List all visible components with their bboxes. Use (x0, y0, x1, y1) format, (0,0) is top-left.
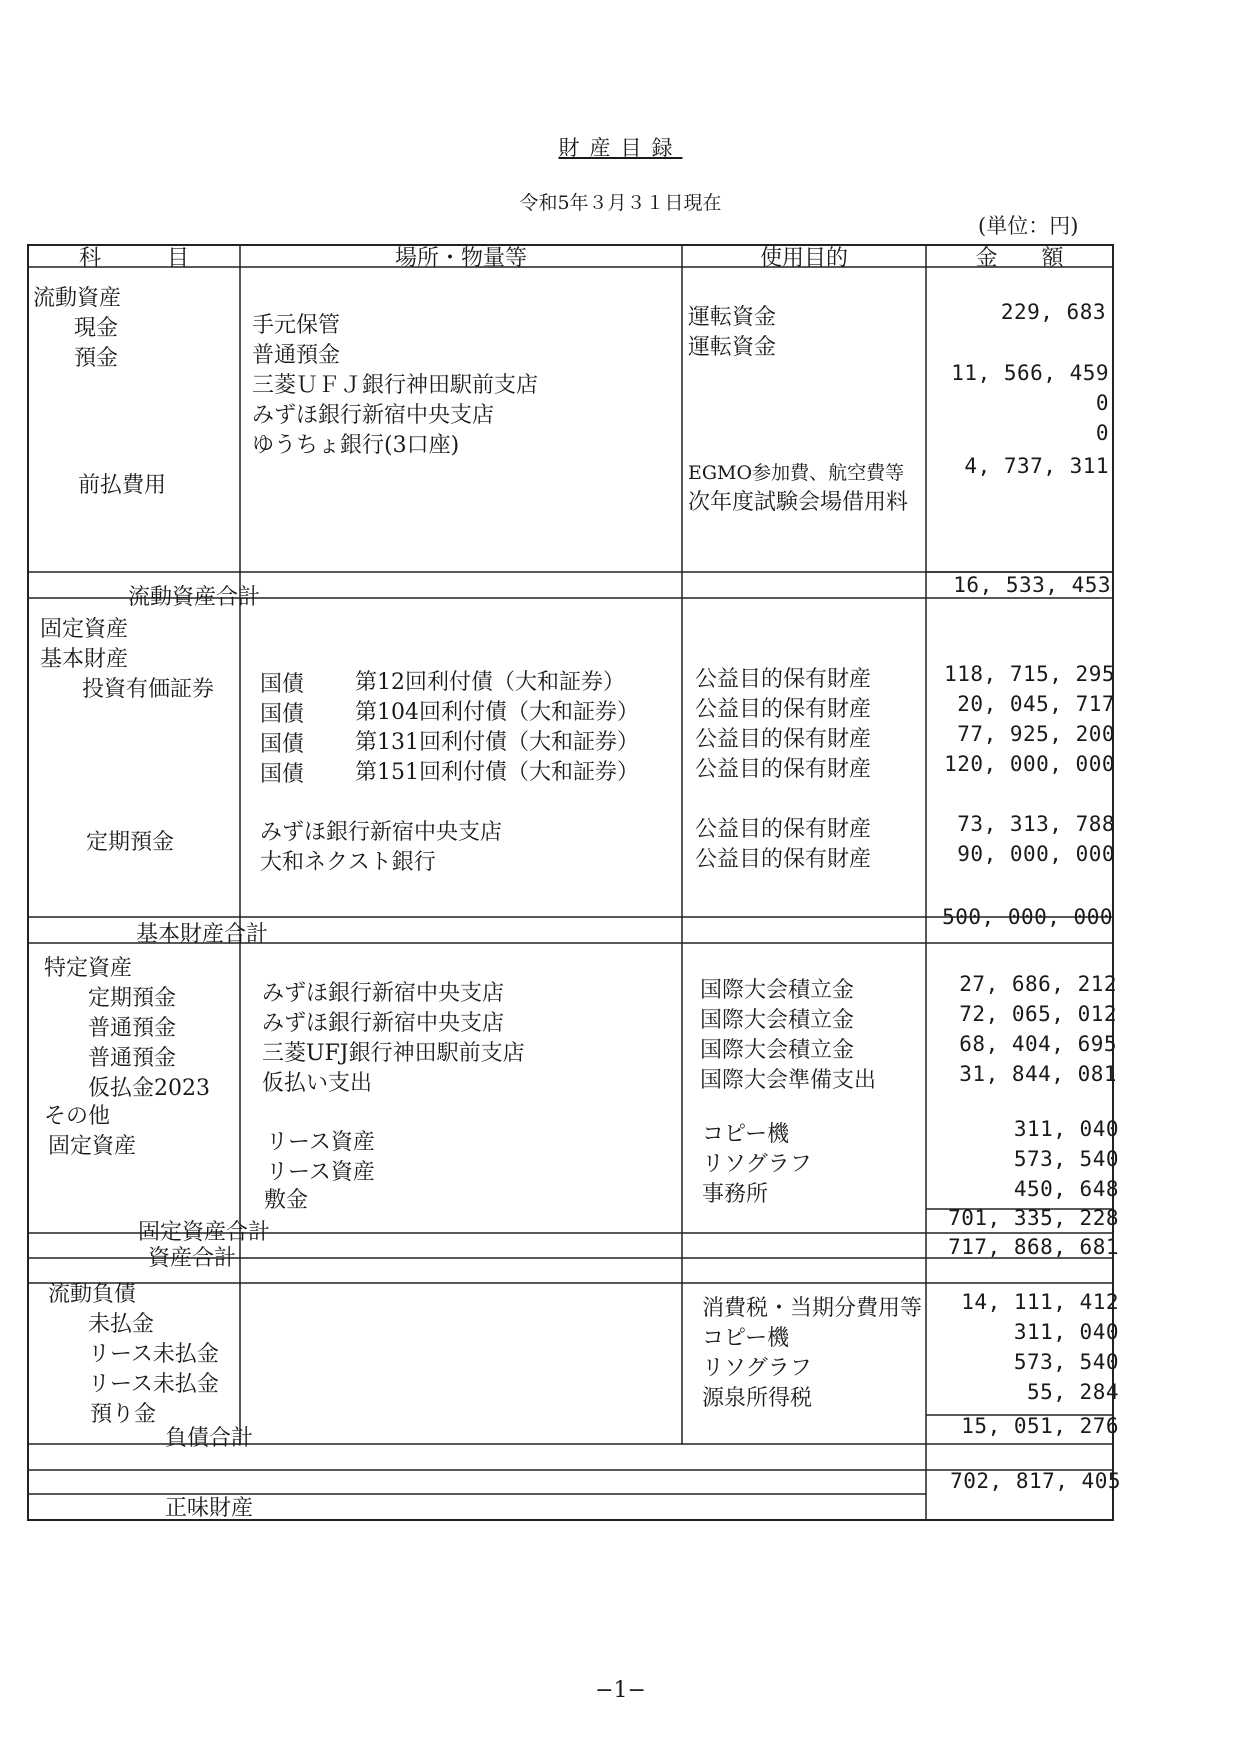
account-label: 仮払金2023 (88, 1076, 210, 1101)
section-heading: 固定資産 (40, 617, 129, 642)
amount-value: 573, 540 (1013, 1147, 1119, 1171)
purpose-text: 運転資金 (688, 305, 777, 330)
subtotal-label: 固定資産合計 (138, 1220, 271, 1245)
purpose-text: コピー機 (702, 1122, 790, 1147)
account-label: 預金 (74, 346, 119, 371)
as-of-date: 令和5年３月３１日現在 (519, 192, 722, 214)
amount-value: 311, 040 (1013, 1117, 1119, 1141)
account-label: 預り金 (90, 1402, 157, 1427)
bond-kind: 国債 (260, 732, 305, 757)
section-heading: 流動負債 (48, 1282, 137, 1307)
amount-value: 0 (1095, 421, 1109, 445)
bond-kind: 国債 (260, 702, 305, 727)
account-label: リース未払金 (88, 1372, 219, 1397)
bond-name: 第104回利付債（大和証券） (355, 700, 639, 725)
purpose-text: 国際大会準備支出 (700, 1068, 877, 1093)
net-assets-amount: 702, 817, 405 (950, 1469, 1121, 1493)
purpose-text: リソグラフ (702, 1152, 812, 1177)
account-label: 定期預金 (86, 830, 175, 855)
header-account: 科 目 (78, 246, 189, 271)
location-text: ゆうちょ銀行(3口座) (252, 433, 460, 458)
subtotal-amount: 701, 335, 228 (948, 1206, 1119, 1230)
section-heading: 流動資産 (33, 286, 122, 311)
location-text: 敷金 (264, 1188, 309, 1213)
purpose-text: リソグラフ (702, 1356, 812, 1381)
purpose-text: 公益目的保有財産 (695, 757, 872, 782)
account-label: 前払費用 (78, 473, 167, 498)
bond-kind: 国債 (260, 672, 305, 697)
amount-value: 4, 737, 311 (964, 454, 1109, 478)
location-text: 大和ネクスト銀行 (260, 850, 436, 875)
section-heading: 固定資産 (48, 1134, 137, 1159)
purpose-text: 事務所 (702, 1182, 769, 1207)
purpose-text: 国際大会積立金 (700, 978, 855, 1003)
purpose-text: 次年度試験会場借用料 (688, 490, 909, 515)
amount-value: 229, 683 (1000, 300, 1106, 324)
bond-kind: 国債 (260, 762, 305, 787)
document-title: 財産目録 (558, 136, 683, 160)
location-text: みずほ銀行新宿中央支店 (260, 820, 503, 845)
amount-value: 120, 000, 000 (944, 752, 1115, 776)
purpose-text: 運転資金 (688, 335, 777, 360)
section-heading: 基本財産 (40, 647, 129, 672)
header-purpose: 使用目的 (759, 246, 848, 271)
location-text: 三菱ＵＦＪ銀行神田駅前支店 (252, 373, 539, 398)
purpose-text: 公益目的保有財産 (695, 847, 872, 872)
subtotal-amount: 717, 868, 681 (948, 1235, 1119, 1259)
location-text: 手元保管 (252, 313, 341, 338)
subtotal-label: 基本財産合計 (136, 922, 269, 947)
net-assets-label: 正味財産 (165, 1496, 254, 1521)
amount-value: 72, 065, 012 (959, 1002, 1117, 1026)
account-label: 投資有価証券 (82, 677, 215, 702)
account-label: 普通預金 (88, 1016, 177, 1041)
purpose-text: 公益目的保有財産 (695, 667, 872, 692)
location-text: 三菱UFJ銀行神田駅前支店 (262, 1041, 525, 1066)
bond-name: 第151回利付債（大和証券） (355, 760, 639, 785)
account-label: リース未払金 (88, 1342, 219, 1367)
purpose-text: コピー機 (702, 1326, 790, 1351)
purpose-text: 国際大会積立金 (700, 1008, 855, 1033)
purpose-text: 消費税・当期分費用等 (702, 1296, 923, 1321)
amount-value: 11, 566, 459 (951, 361, 1109, 385)
bond-name: 第12回利付債（大和証券） (355, 670, 625, 695)
section-heading: 特定資産 (44, 956, 133, 981)
amount-value: 118, 715, 295 (944, 662, 1115, 686)
amount-value: 73, 313, 788 (957, 812, 1115, 836)
location-text: みずほ銀行新宿中央支店 (252, 403, 495, 428)
location-text: みずほ銀行新宿中央支店 (262, 981, 505, 1006)
header-amount: 金 額 (975, 246, 1064, 271)
purpose-text: EGMO参加費、航空費等 (688, 462, 905, 484)
amount-value: 450, 648 (1013, 1177, 1119, 1201)
section-heading: その他 (44, 1104, 111, 1129)
account-label: 普通預金 (88, 1046, 177, 1071)
account-label: 現金 (74, 316, 119, 341)
amount-value: 68, 404, 695 (959, 1032, 1117, 1056)
account-label: 定期預金 (88, 986, 177, 1011)
amount-value: 31, 844, 081 (959, 1062, 1117, 1086)
location-text: リース資産 (266, 1160, 375, 1185)
amount-value: 311, 040 (1013, 1320, 1119, 1344)
purpose-text: 源泉所得税 (702, 1386, 813, 1411)
subtotal-amount: 16, 533, 453 (953, 573, 1111, 597)
purpose-text: 公益目的保有財産 (695, 697, 872, 722)
location-text: みずほ銀行新宿中央支店 (262, 1011, 505, 1036)
amount-value: 77, 925, 200 (957, 722, 1115, 746)
amount-value: 14, 111, 412 (961, 1290, 1119, 1314)
purpose-text: 国際大会積立金 (700, 1038, 855, 1063)
total-label: 資産合計 (148, 1246, 237, 1271)
subtotal-amount: 15, 051, 276 (961, 1414, 1119, 1438)
location-text: 普通預金 (252, 343, 341, 368)
subtotal-label: 負債合計 (165, 1426, 254, 1451)
page-number: −1− (595, 1678, 646, 1703)
amount-value: 55, 284 (1026, 1380, 1119, 1404)
account-label: 未払金 (88, 1312, 155, 1337)
location-text: リース資産 (266, 1130, 375, 1155)
purpose-text: 公益目的保有財産 (695, 727, 872, 752)
location-text: 仮払い支出 (262, 1071, 373, 1096)
amount-value: 20, 045, 717 (957, 692, 1115, 716)
amount-value: 90, 000, 000 (957, 842, 1115, 866)
amount-value: 27, 686, 212 (959, 972, 1117, 996)
purpose-text: 公益目的保有財産 (695, 817, 872, 842)
amount-value: 0 (1095, 391, 1109, 415)
bond-name: 第131回利付債（大和証券） (355, 730, 639, 755)
subtotal-label: 流動資産合計 (128, 585, 261, 610)
amount-value: 573, 540 (1013, 1350, 1119, 1374)
unit-label: (単位：円) (978, 214, 1079, 238)
subtotal-amount: 500, 000, 000 (942, 905, 1113, 929)
header-location: 場所・物量等 (394, 246, 527, 271)
